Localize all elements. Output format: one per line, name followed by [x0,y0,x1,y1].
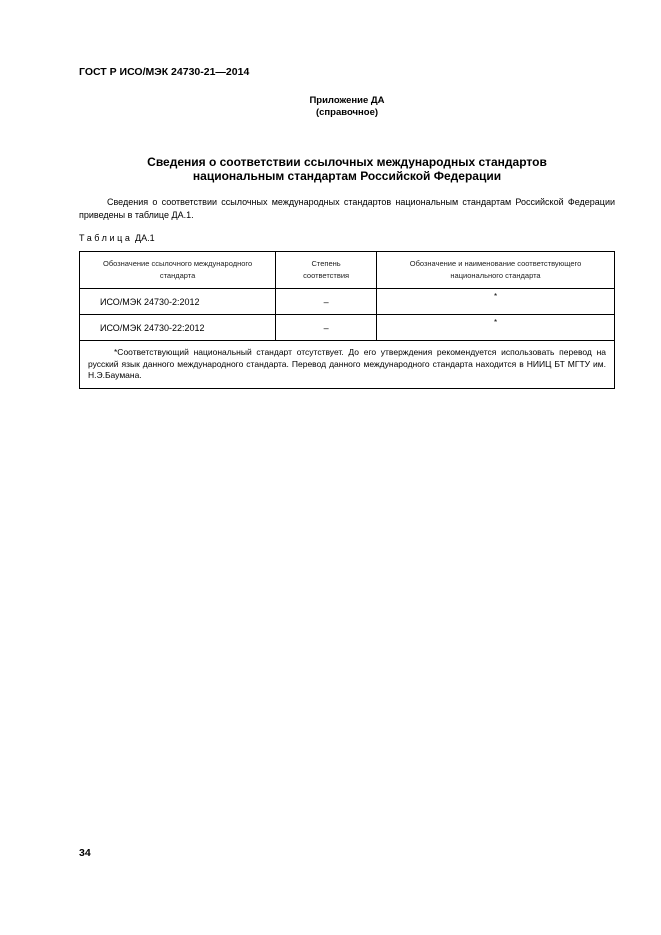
table-footnote-row [80,341,615,389]
table-caption-number: ДА.1 [135,233,155,243]
row-1-degree: – [276,289,377,315]
document-code: ГОСТ Р ИСО/МЭК 24730-21—2014 [79,66,250,78]
row-2-designation: ИСО/МЭК 24730-22:2012 [80,315,276,341]
header-degree [276,252,377,289]
table-footnote-text: *Соответствующий национальный стандарт отсутствует. До его утверждения рекомендуется использовать перевод на русский язык данного международного стандарта. Перевод данного международного стандарта находится в НИИЦ БТ МГТУ им. Н.Э.Баумана. [88,347,606,380]
page-number: 34 [79,847,91,859]
table-row [80,289,615,315]
table-footnote [80,341,615,389]
section-title [79,155,615,183]
appendix-heading [230,95,464,119]
appendix-subtitle: (справочное) [315,107,379,118]
header-national [377,252,615,289]
row-2-national: * [377,315,615,341]
table-caption-word: Таблица [79,233,133,243]
row-1-designation: ИСО/МЭК 24730-2:2012 [80,289,276,315]
header-degree-text: Степень соответствия [303,259,350,280]
section-title-line-2: национальным стандартам Российской Федерации [192,169,502,183]
reference-table [79,251,615,389]
table-header-row [80,252,615,289]
appendix-title: Приложение ДА [309,95,385,106]
section-title-line-1: Сведения о соответствии ссылочных международных стандартов [147,155,547,169]
table-caption [79,233,155,243]
row-2-degree: – [276,315,377,341]
intro-paragraph: Сведения о соответствии ссылочных международных стандартов национальным стандартам Российской Федерации приведены в таблице ДА.1. [79,197,615,220]
header-designation [80,252,276,289]
header-designation-text: Обозначение ссылочного международного стандарта [102,259,253,280]
row-1-national: * [377,289,615,315]
header-national-text: Обозначение и наименование соответствующего национального стандарта [409,259,582,280]
table-row [80,315,615,341]
